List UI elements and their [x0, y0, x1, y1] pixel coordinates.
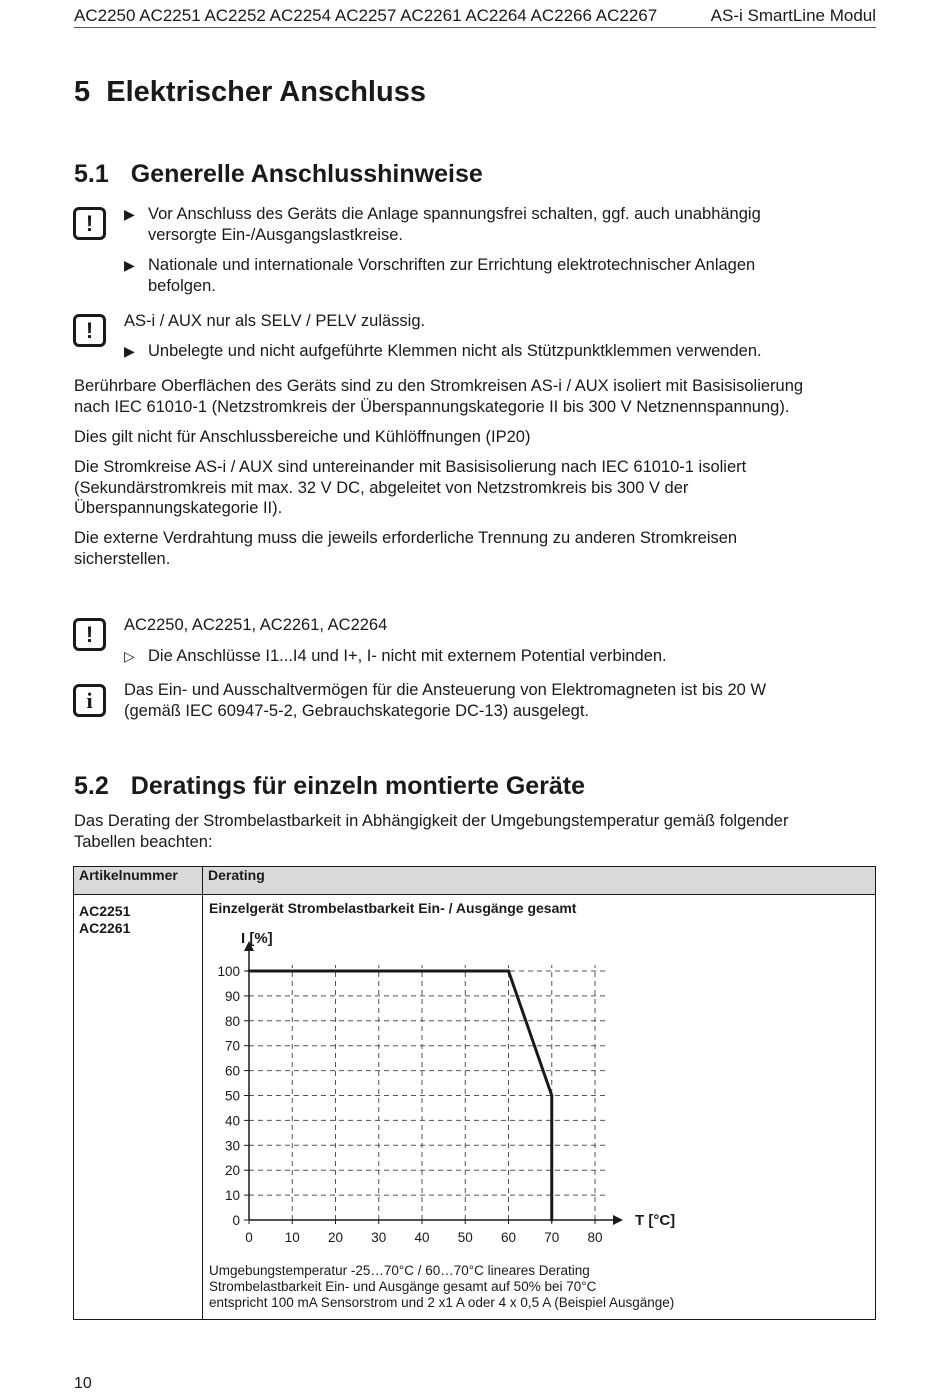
derating-chart — [203, 895, 875, 1319]
section-5-heading — [74, 76, 426, 109]
y-tick-label: 0 — [232, 1213, 240, 1228]
chart-title: Einzelgerät Strombelastbarkeit Ein- / Ausgänge gesamt — [209, 900, 577, 916]
warning-icon: ! — [73, 207, 106, 240]
y-tick-label: 80 — [224, 1013, 240, 1029]
column-header: Artikelnummer — [74, 867, 203, 895]
arrow-bullet-icon: ▶ — [124, 257, 135, 273]
x-tick-label: 70 — [544, 1230, 560, 1245]
paragraph: Das Derating der Strombelastbarkeit in Abhängigkeit der Umgebungstemperatur gemäß folgender Tabellen beachten: — [74, 812, 789, 851]
article-number: AC2251 — [79, 903, 131, 919]
y-axis-label: I [%] — [241, 930, 273, 947]
model-list: AC2250, AC2251, AC2261, AC2264 — [124, 616, 388, 634]
section-title: Elektrischer Anschluss — [106, 76, 426, 108]
data-point — [550, 1219, 553, 1222]
arrow-bullet-icon: ▶ — [124, 206, 135, 222]
section-5-2-heading — [74, 772, 585, 801]
section-number: 5.2 — [74, 772, 109, 800]
section-title: Generelle Anschlusshinweise — [130, 160, 483, 188]
x-tick-label: 50 — [457, 1230, 473, 1245]
page-number: 10 — [74, 1375, 92, 1392]
table-row — [74, 895, 876, 1320]
article-cell — [74, 895, 203, 1320]
y-tick-label: 60 — [224, 1063, 240, 1079]
column-header: Derating — [203, 867, 876, 895]
y-tick-label: 90 — [224, 988, 240, 1004]
y-tick-label: 50 — [224, 1088, 240, 1104]
x-tick-label: 30 — [371, 1230, 387, 1245]
x-tick-label: 60 — [500, 1230, 517, 1245]
section-5-1-heading — [74, 160, 483, 189]
y-tick-label: 30 — [224, 1138, 240, 1154]
section-number: 5.1 — [74, 160, 109, 188]
derating-table — [73, 866, 876, 1320]
list-item: ▶ Vor Anschluss des Geräts die Anlage spannungsfrei schalten, ggf. auch unabhängig versorgte Ein-/Ausgangslastkreise. — [124, 205, 761, 244]
warning-text: AS-i / AUX nur als SELV / PELV zulässig. — [124, 312, 426, 330]
list-item: ▶ Nationale und internationale Vorschriften zur Errichtung elektrotechnischer Anlagen befolgen. — [124, 256, 756, 295]
data-point — [550, 1094, 553, 1097]
section-number: 5 — [74, 76, 91, 108]
x-tick-label: 80 — [587, 1230, 603, 1245]
y-tick-label: 100 — [217, 964, 240, 979]
info-icon: i — [73, 684, 106, 717]
chart-note: entspricht 100 mA Sensorstrom und 2 x1 A oder 4 x 0,5 A (Beispiel Ausgänge) — [209, 1295, 675, 1310]
chart-note: Strombelastbarkeit Ein- und Ausgänge gesamt auf 50% bei 70°C — [209, 1279, 597, 1294]
warning-icon: ! — [73, 618, 106, 651]
derating-cell — [203, 895, 876, 1320]
paragraph: Dies gilt nicht für Anschlussbereiche und Kühlöffnungen (IP20) — [74, 428, 531, 446]
paragraph: Berührbare Oberflächen des Geräts sind zu den Stromkreisen AS-i / AUX isoliert mit Basisisolierung nach IEC 61010-1 (Netzstromkreis der Überspannungskategorie II bis 300 V Netznennspannung). — [74, 377, 804, 416]
page-header — [74, 5, 876, 28]
section-title: Deratings für einzeln montierte Geräte — [130, 772, 586, 800]
x-tick-label: 10 — [284, 1230, 300, 1245]
x-tick-label: 0 — [245, 1230, 253, 1245]
hollow-arrow-bullet-icon: ▷ — [124, 648, 135, 664]
paragraph: Die externe Verdrahtung muss die jeweils erforderliche Trennung zu anderen Stromkreisen sicherstellen. — [74, 529, 738, 568]
list-item: ▶ Unbelegte und nicht aufgeführte Klemmen nicht als Stützpunktklemmen verwenden. — [124, 342, 762, 360]
x-tick-label: 20 — [327, 1230, 344, 1245]
header-models: AC2250 AC2251 AC2252 AC2254 AC2257 AC2261 AC2264 AC2266 AC2267 — [74, 6, 658, 25]
data-point — [507, 970, 510, 973]
y-tick-label: 20 — [224, 1163, 240, 1179]
y-tick-label: 70 — [224, 1038, 240, 1054]
article-number: AC2261 — [79, 920, 131, 936]
chart-note: Umgebungstemperatur -25…70°C / 60…70°C lineares Derating — [209, 1263, 590, 1278]
paragraph: Die Stromkreise AS-i / AUX sind untereinander mit Basisisolierung nach IEC 61010-1 isoliert (Sekundärstromkreis mit max. 32 V DC, abgeleitet von Netzstromkreis bis 300 V der Überspannungskategorie II). — [74, 458, 747, 517]
table-header-row — [74, 867, 876, 895]
y-tick-label: 10 — [224, 1188, 240, 1204]
data-point — [248, 970, 251, 973]
warning-icon: ! — [73, 314, 106, 347]
x-axis-label: T [°C] — [635, 1212, 676, 1229]
header-product: AS-i SmartLine Modul — [710, 6, 876, 25]
arrow-bullet-icon: ▶ — [124, 343, 135, 359]
x-axis-arrow-icon — [613, 1215, 623, 1225]
info-text: Das Ein- und Ausschaltvermögen für die Ansteuerung von Elektromagneten ist bis 20 W (gemäß IEC 60947-5-2, Gebrauchskategorie DC-13) ausgelegt. — [124, 681, 767, 720]
list-item: ▷ Die Anschlüsse I1...I4 und I+, I- nicht mit externem Potential verbinden. — [124, 647, 667, 665]
x-tick-label: 40 — [414, 1230, 430, 1245]
y-tick-label: 40 — [224, 1113, 240, 1129]
